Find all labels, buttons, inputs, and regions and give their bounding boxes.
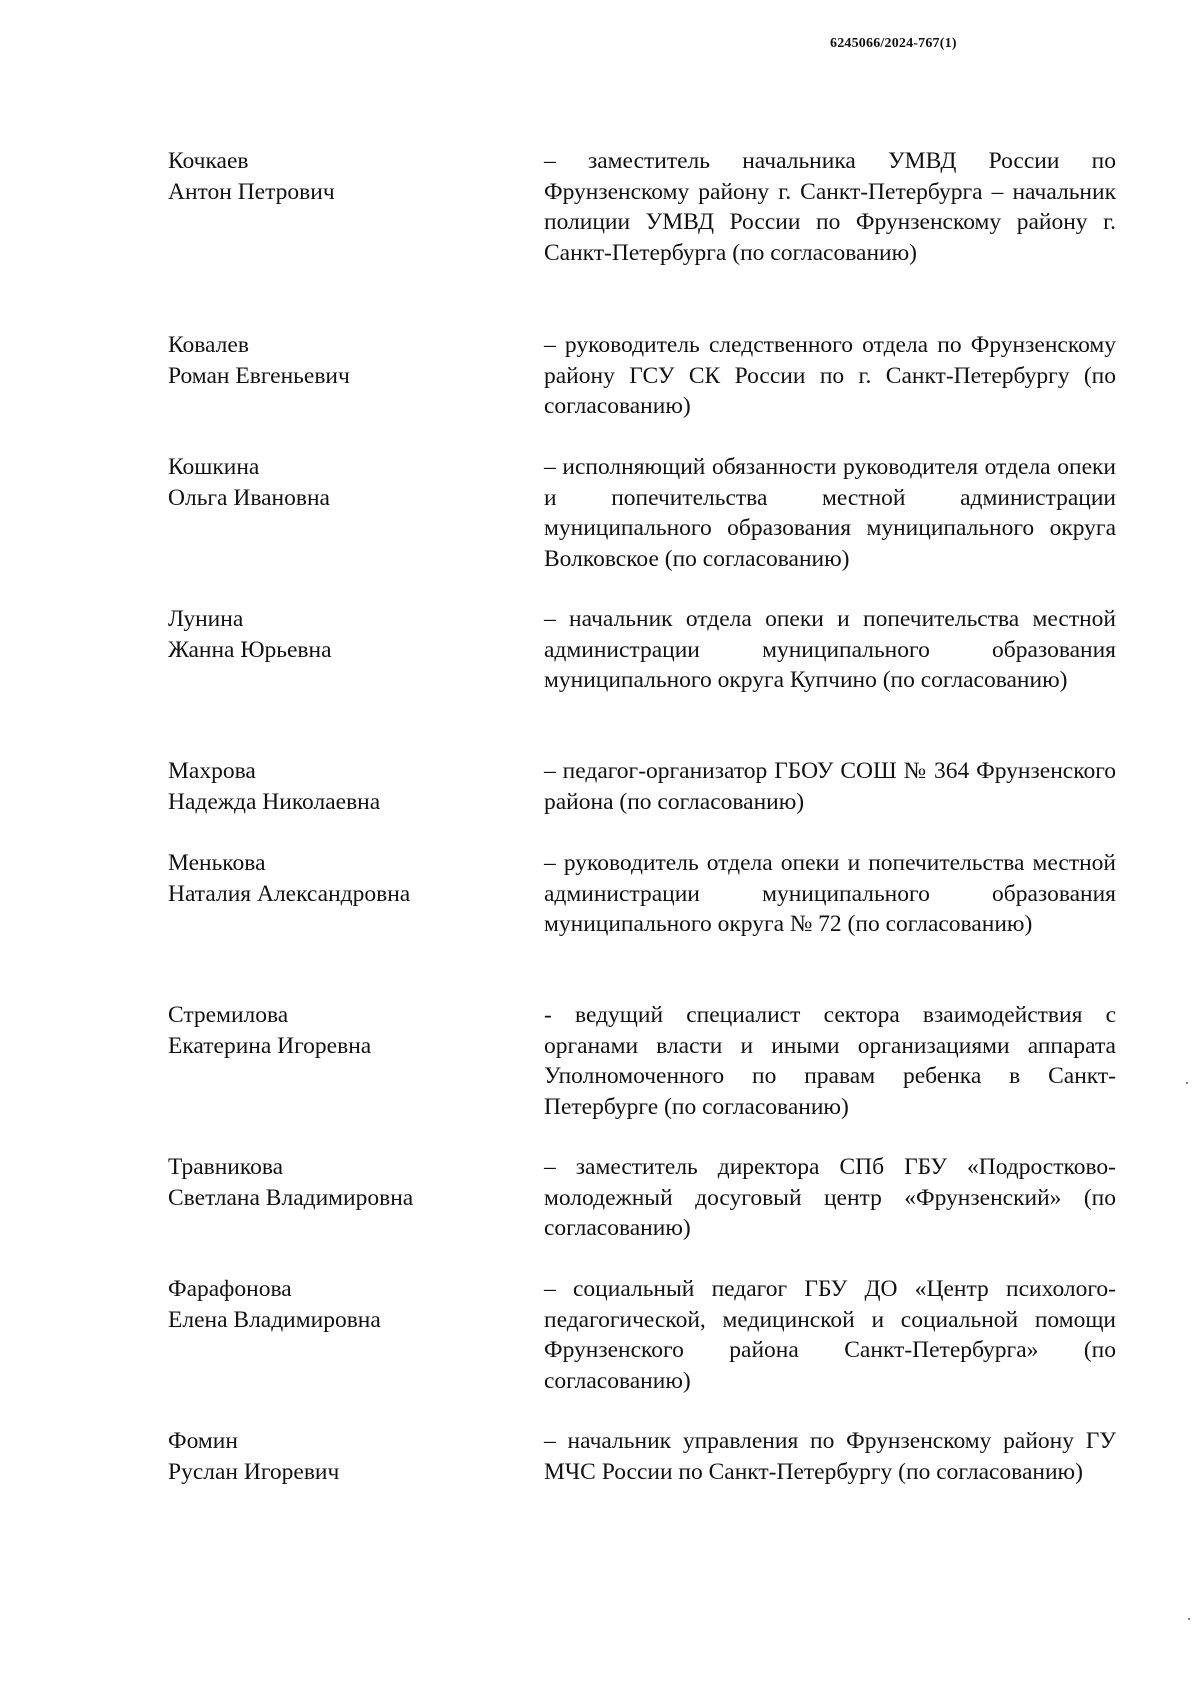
person-position: – руководитель отдела опеки и попечительства местной администрации муниципального образования муниципального округа № 72 (по согласованию)	[544, 850, 1116, 937]
person-surname: Фомин	[168, 1428, 238, 1454]
person-surname: Махрова	[168, 758, 256, 784]
person-name	[168, 146, 508, 207]
person-position: – руководитель следственного отдела по Фрунзенскому району ГСУ СК России по г. Санкт-Петербургу (по согласованию)	[544, 332, 1116, 419]
person-name	[168, 848, 508, 909]
person-given-names: Екатерина Игоревна	[168, 1032, 372, 1059]
person-surname: Менькова	[168, 850, 266, 876]
person-given-names: Роман Евгеньевич	[168, 362, 350, 389]
person-position: – исполняющий обязанности руководителя отдела опеки и попечительства местной администрации муниципального образования муниципального округа Волковское (по согласованию)	[544, 454, 1116, 572]
person-given-names: Надежда Николаевна	[168, 788, 381, 815]
person-position: – заместитель начальника УМВД России по Фрунзенскому району г. Санкт-Петербурга – начальник полиции УМВД России по Фрунзенскому району г. Санкт-Петербурга (по согласованию)	[544, 148, 1116, 266]
person-surname: Лунина	[168, 606, 244, 632]
person-name	[168, 1274, 508, 1335]
scan-speck	[1186, 1082, 1188, 1084]
scan-speck	[1188, 1618, 1190, 1620]
document-number: 6245066/2024-767(1)	[830, 36, 957, 51]
person-position: – заместитель директора СПб ГБУ «Подростково-молодежный досуговый центр «Фрунзенский» (по согласованию)	[544, 1154, 1116, 1241]
person-name	[168, 756, 508, 817]
person-name	[168, 330, 508, 391]
person-given-names: Руслан Игоревич	[168, 1458, 340, 1485]
person-position: – социальный педагог ГБУ ДО «Центр психолого-педагогической, медицинской и социальной помощи Фрунзенского района Санкт-Петербурга» (по согласованию)	[544, 1276, 1116, 1394]
person-position: - ведущий специалист сектора взаимодействия с органами власти и иными организациями аппарата Уполномоченного по правам ребенка в Санкт-Петербурге (по согласованию)	[544, 1002, 1116, 1120]
person-name	[168, 1152, 508, 1213]
person-surname: Стремилова	[168, 1002, 289, 1028]
person-given-names: Елена Владимировна	[168, 1306, 381, 1333]
person-given-names: Светлана Владимировна	[168, 1184, 414, 1211]
person-surname: Кошкина	[168, 454, 260, 480]
person-position: – начальник отдела опеки и попечительства местной администрации муниципального образования муниципального округа Купчино (по согласованию)	[544, 606, 1116, 693]
person-name	[168, 604, 508, 665]
person-surname: Кочкаев	[168, 148, 249, 174]
person-given-names: Ольга Ивановна	[168, 484, 330, 511]
person-surname: Фарафонова	[168, 1276, 292, 1302]
person-name	[168, 1426, 508, 1487]
person-surname: Ковалев	[168, 332, 249, 358]
person-position: – педагог-организатор ГБОУ СОШ № 364 Фрунзенского района (по согласованию)	[544, 758, 1116, 815]
person-surname: Травникова	[168, 1154, 284, 1180]
person-name	[168, 1000, 508, 1061]
person-position: – начальник управления по Фрунзенскому району ГУ МЧС России по Санкт-Петербургу (по согласованию)	[544, 1428, 1116, 1485]
person-name	[168, 452, 508, 513]
person-given-names: Жанна Юрьевна	[168, 636, 332, 663]
person-given-names: Наталия Александровна	[168, 880, 411, 907]
person-given-names: Антон Петрович	[168, 178, 335, 205]
